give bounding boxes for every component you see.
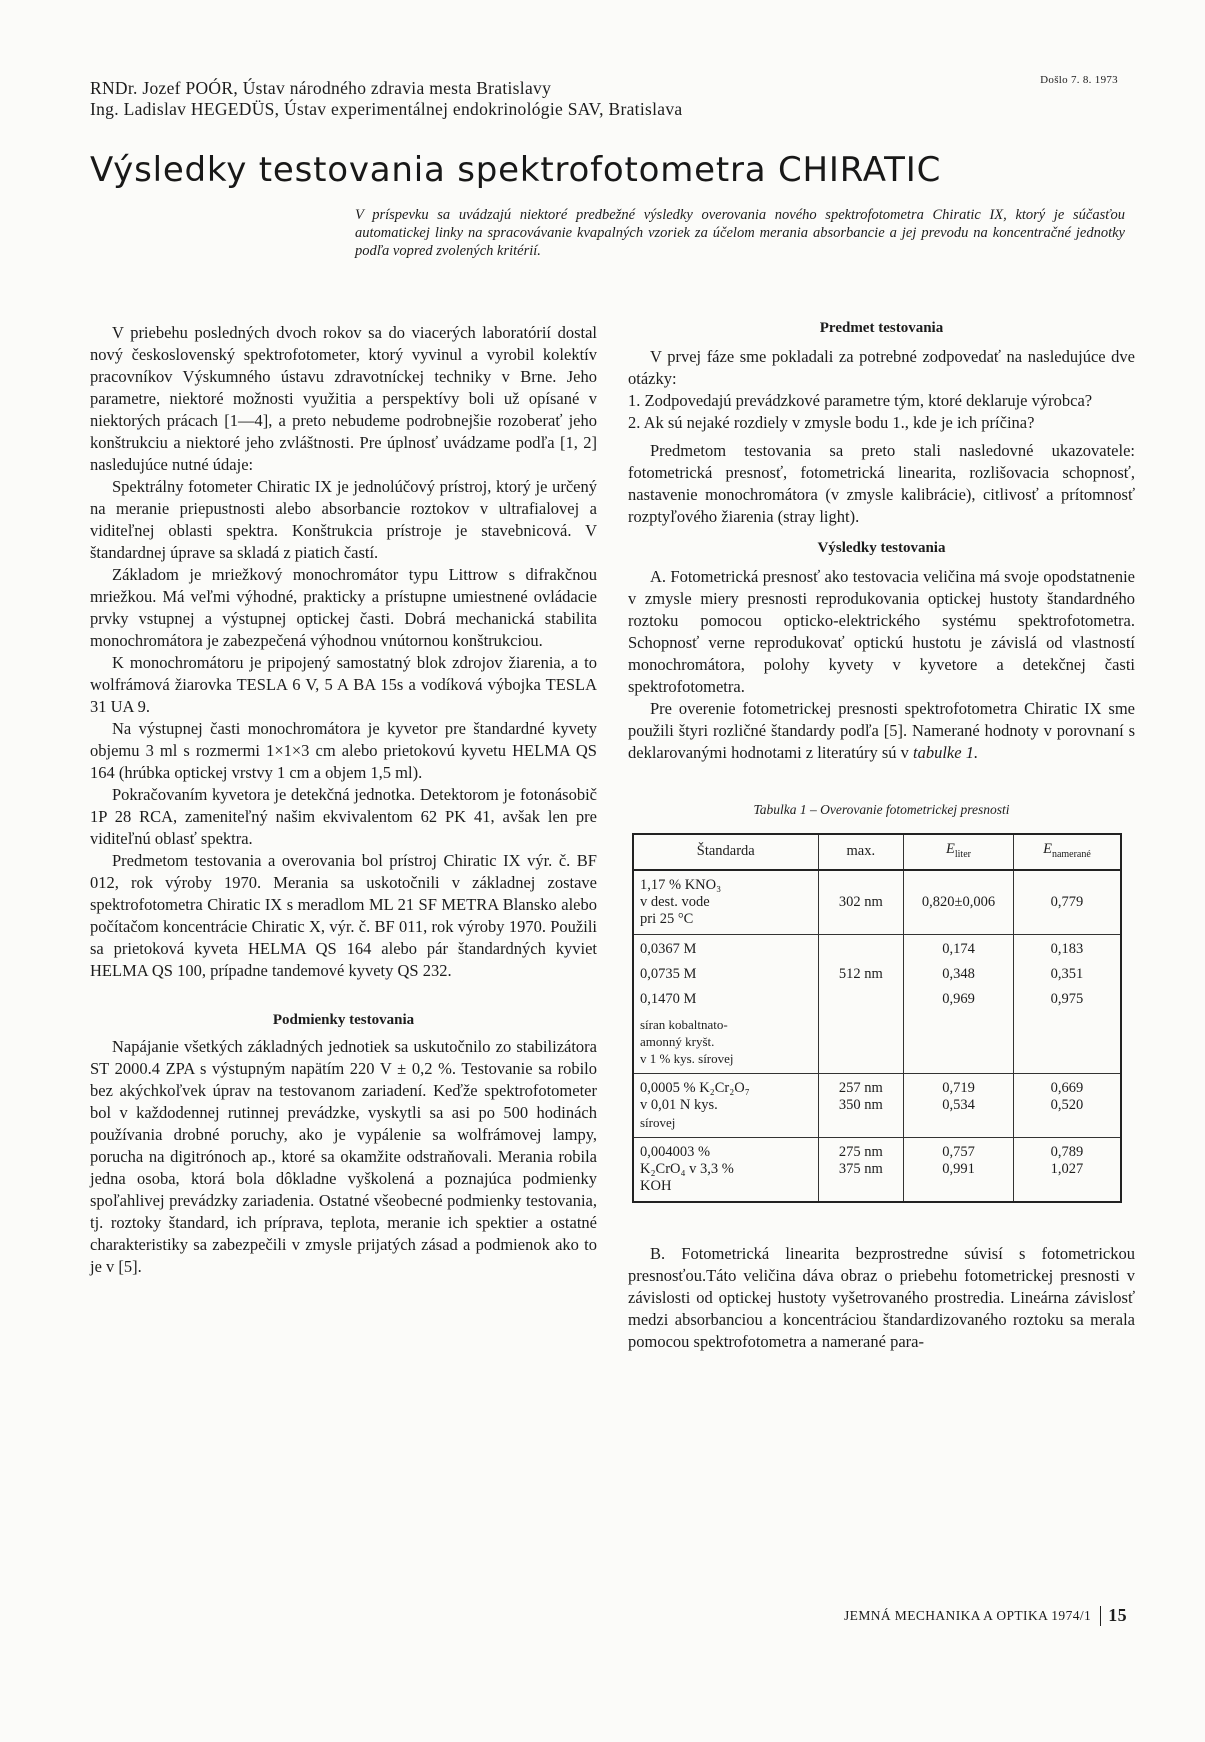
cell-line: 0,348 — [942, 965, 975, 982]
abstract: V príspevku sa uvádzajú niektoré predbežné výsledky overovania nového spektrofotometra Chiratic IX, ktorý je súčasťou automatickej linky na spracovávanie kvapalných vzoriek za účelom merania absorbancie a jej prevodu na koncentračné jednotky podľa vopred zvolených kritérií. — [355, 207, 1125, 259]
cell-line: 257 nm — [838, 1079, 883, 1096]
cell-line: 0,669 — [1050, 1079, 1084, 1096]
paragraph-text: Pre overenie fotometrickej presnosti spektrofotometra Chiratic IX sme použili štyri rozličné štandardy podľa [5]. Namerané hodnoty v porovnaní s deklarovanými hodnotami z literatúry sú v — [628, 699, 1135, 762]
column-header: Štandarda — [633, 834, 818, 870]
cell-line: síran kobaltnato- — [640, 1016, 728, 1032]
paragraph: K monochromátoru je pripojený samostatný blok zdrojov žiarenia, a to wolfrámová žiarovka TESLA 6 V, 5 A BA 15s a vodíková výbojka TESLA 31 UA 9. — [90, 653, 597, 716]
column-header-symbol: E — [946, 841, 955, 857]
list-item: 2. Ak sú nejaké rozdiely v zmysle bodu 1., kde je ich príčina? — [628, 413, 1035, 432]
table-cell — [818, 1073, 904, 1137]
paragraph: A. Fotometrická presnosť ako testovacia veličina má svoje opodstatnenie v zmysle miery presnosti reprodukovania optickej hustoty štandardného roztoku pomocou opticko-elektrického systému spektrofotometra. Schopnosť verne reprodukovať optickú hustotu je závislá od vlastností monochromátora, polohy kyvety v kyvetore a detekčnej časti spektrofotometra. — [628, 567, 1135, 696]
table-caption: Tabulka 1 – Overovanie fotometrickej presnosti — [753, 802, 1010, 817]
author-1: RNDr. Jozef POÓR, Ústav národného zdravia mesta Bratislavy — [90, 78, 552, 98]
column-header-symbol: E — [1043, 841, 1052, 857]
received-date: Došlo 7. 8. 1973 — [1040, 74, 1118, 86]
table-cell — [818, 934, 904, 1073]
table-row — [633, 1073, 1121, 1137]
cell-line: v 0,01 N kys. — [640, 1096, 718, 1113]
section-heading-subject: Predmet testovania — [819, 320, 944, 336]
cell-line: 0,351 — [1050, 965, 1084, 982]
cell-line: 1,17 % KNO₃ — [640, 876, 722, 893]
table-cell — [1013, 1137, 1121, 1202]
page-footer — [844, 1605, 1127, 1626]
paragraph: B. Fotometrická linearita bezprostredne súvisí s fotometrickou presnosťou.Táto veličina dáva obraz o priebehu fotometrickej presnosti v závislosti od optickej hustoty vyšetrovaného prostredia. Lineárna závislosť medzi absorbanciou a koncentráciou štandardizovaného roztoku sa merala pomocou spektrofotometra a namerané para- — [628, 1243, 1135, 1351]
cell-line: 0,975 — [1050, 990, 1084, 1007]
paragraph: Na výstupnej časti monochromátora je kyvetor pre štandardné kyvety objemu 3 ml s rozmermi 1×1×3 cm alebo prietokovú kyvetu HELMA QS 164 (hrúbka optickej vrstvy 1 cm a objem 1,5 ml). — [90, 719, 597, 782]
column-header-subscript: namerané — [1051, 848, 1091, 860]
table-cell — [1013, 1073, 1121, 1137]
cell-line: 0,520 — [1050, 1096, 1084, 1113]
cell-line: 0,004003 % — [640, 1143, 711, 1160]
paragraph: Predmetom testovania a overovania bol prístroj Chiratic IX výr. č. BF 012, rok výroby 1970. Merania sa uskotočnili v základnej zostave spektrofotometra Chiratic IX s meradlom ML 21 SF METRA Blansko alebo počítačom koncentrácie Chiratic X, výr. č. BF 011, rok výroby 1970. Použili sa prietoková kyveta HELMA QS 164 alebo pár štandardných kyviet HELMA QS 100, prípadne tandemové kyvety QS 232. — [90, 851, 597, 980]
question-list — [628, 390, 1135, 434]
cell-line: sírovej — [640, 1114, 676, 1130]
cell-line: v 1 % kys. sírovej — [640, 1050, 734, 1066]
cell-line: 0,1470 M — [640, 990, 697, 1007]
list-item: 1. Zodpovedajú prevádzkové parametre tým, ktoré deklaruje výrobca? — [628, 391, 1093, 410]
table-cell — [633, 934, 818, 1073]
section-heading-results: Výsledky testovania — [817, 540, 946, 556]
column-header: max. — [818, 834, 904, 870]
cell-line: 350 nm — [838, 1096, 883, 1113]
paragraph: Pokračovaním kyvetora je detekčná jednotka. Detektorom je fotonásobič 1P 28 RCA, zameniteľný našim ekvivalentom 62 PK 41, avšak len pre viditeľnú oblasť spektra. — [90, 785, 597, 848]
cell-line: amonný kryšt. — [640, 1033, 715, 1049]
cell-line: KOH — [640, 1177, 672, 1194]
section-heading-conditions: Podmienky testovania — [272, 1012, 415, 1028]
cell-line: 275 nm — [838, 1143, 883, 1160]
left-column — [90, 322, 597, 1278]
cell-line: 0,0005 % K₂Cr₂O₇ — [640, 1079, 750, 1096]
cell-line: K₂CrO₄ v 3,3 % — [640, 1160, 734, 1177]
authors-block — [90, 78, 682, 120]
data-table — [632, 833, 1122, 1203]
table-cell — [633, 870, 818, 935]
cell-line: pri 25 °C — [640, 910, 694, 927]
article-title: Výsledky testovania spektrofotometra CHIRATIC — [90, 150, 942, 190]
table-cell — [633, 1073, 818, 1137]
table-cell — [1013, 934, 1121, 1073]
page-number: 15 — [1108, 1605, 1127, 1625]
table-row — [633, 870, 1121, 935]
table-cell — [904, 1137, 1014, 1202]
cell-line: 0,0367 M — [640, 940, 697, 957]
table-cell — [904, 934, 1014, 1073]
table-row — [633, 934, 1121, 1073]
cell-line: 0,534 — [942, 1096, 975, 1113]
cell-line: v dest. vode — [640, 893, 710, 910]
paragraph: V prvej fáze sme pokladali za potrebné zodpovedať na nasledujúce dve otázky: — [628, 347, 1135, 388]
table-reference: tabulke 1. — [913, 743, 979, 762]
cell-line: 375 nm — [838, 1160, 883, 1177]
cell-line: 0,969 — [942, 990, 975, 1007]
cell-line: 0,183 — [1050, 940, 1084, 957]
column-header-subscript: liter — [954, 848, 971, 860]
table-cell: 0,820±0,006 — [904, 870, 1014, 935]
author-2: Ing. Ladislav HEGEDÜS, Ústav experimentálnej endokrinológie SAV, Bratislava — [90, 99, 683, 119]
table-cell — [633, 1137, 818, 1202]
table-cell: 302 nm — [818, 870, 904, 935]
cell-line: 1,027 — [1050, 1160, 1084, 1177]
cell-line: 0,174 — [942, 940, 975, 957]
cell-line: 0,719 — [942, 1079, 975, 1096]
paragraph: Predmetom testovania sa preto stali nasledovné ukazovatele: fotometrická presnosť, fotometrická linearita, rozlišovacia schopnosť, nastavenie monochromátora (v zmysle kalibrácie), citlivosť a prítomnosť rozptyľového žiarenia (stray light). — [628, 441, 1135, 526]
footer-divider — [1100, 1606, 1101, 1626]
paragraph: Spektrálny fotometer Chiratic IX je jednolúčový prístroj, ktorý je určený na meranie priepustnosti alebo absorbancie roztokov v ultrafialovej a viditeľnej oblasti spektra. Konštrukcia prístroje je stavebnicová. V štandardnej úprave sa skladá z piatich častí. — [90, 477, 597, 562]
paragraph: V priebehu posledných dvoch rokov sa do viacerých laboratórií dostal nový československý spektrofotometer, ktorý vyvinul a vyrobil kolektív pracovníkov Výskumného ústavu zdravotníckej techniky v Brne. Jeho parametre, niektoré možnosti využitia a perspektívy boli už opísané v niektorých prácach [1—4], a preto nebudeme podrobnejšie rozoberať jeho konštrukciu a niektoré jeho zvláštnosti. Pre úplnosť uvádzame podľa [1, 2] nasledujúce nutné údaje: — [90, 323, 597, 474]
paragraph: Základom je mriežkový monochromátor typu Littrow s difrakčnou mriežkou. Má veľmi výhodné, prakticky a prístupne umiestnené ovládacie prvky vstupnej a výstupnej optickej časti. Dobrá mechanická stabilita monochromátora je zabezpečená výhodnou vnútornou konštrukciou. — [90, 565, 597, 650]
column-header — [904, 834, 1014, 870]
cell-line: 512 nm — [838, 965, 883, 982]
cell-line: 0,991 — [942, 1160, 975, 1177]
table-cell — [818, 1137, 904, 1202]
column-header — [1013, 834, 1121, 870]
cell-line: 0,789 — [1050, 1143, 1084, 1160]
paragraph — [628, 698, 1135, 764]
right-column — [628, 318, 1135, 1353]
table-cell: 0,779 — [1013, 870, 1121, 935]
table-row — [633, 1137, 1121, 1202]
cell-line: 0,757 — [942, 1143, 975, 1160]
cell-line: 0,0735 M — [640, 965, 697, 982]
journal-name: JEMNÁ MECHANIKA A OPTIKA 1974/1 — [844, 1607, 1092, 1623]
paragraph: Napájanie všetkých základných jednotiek sa uskutočnilo zo stabilizátora ST 2000.4 ZPA s výstupným napätím 220 V ± 0,2 %. Testovanie sa robilo bez akýchkoľvek úprav na testovanom zariadení. Keďže spektrofotometer bol v každodennej rutinnej prevádzke, vyskytli sa asi po 500 hodinách používania drobné poruchy, ako je vypálenie sa wolfrámovej lampy, porucha na digitrónoch ap., ktoré sa okamžite odstraňovali. Merania robila jedna osoba, ktorá bola dôkladne vyškolená a poznajúca podmienky spoľahlivej prevádzky zariadenia. Ostatné všeobecné podmienky testovania, tj. roztoky štandard, ich príprava, teplota, meranie ich spektier a ostatné charakteristiky sa zabezpečili v zmysle prijatých zásad a podmienok ako to je v [5]. — [90, 1037, 597, 1276]
table-cell — [904, 1073, 1014, 1137]
table-header-row — [633, 834, 1121, 870]
